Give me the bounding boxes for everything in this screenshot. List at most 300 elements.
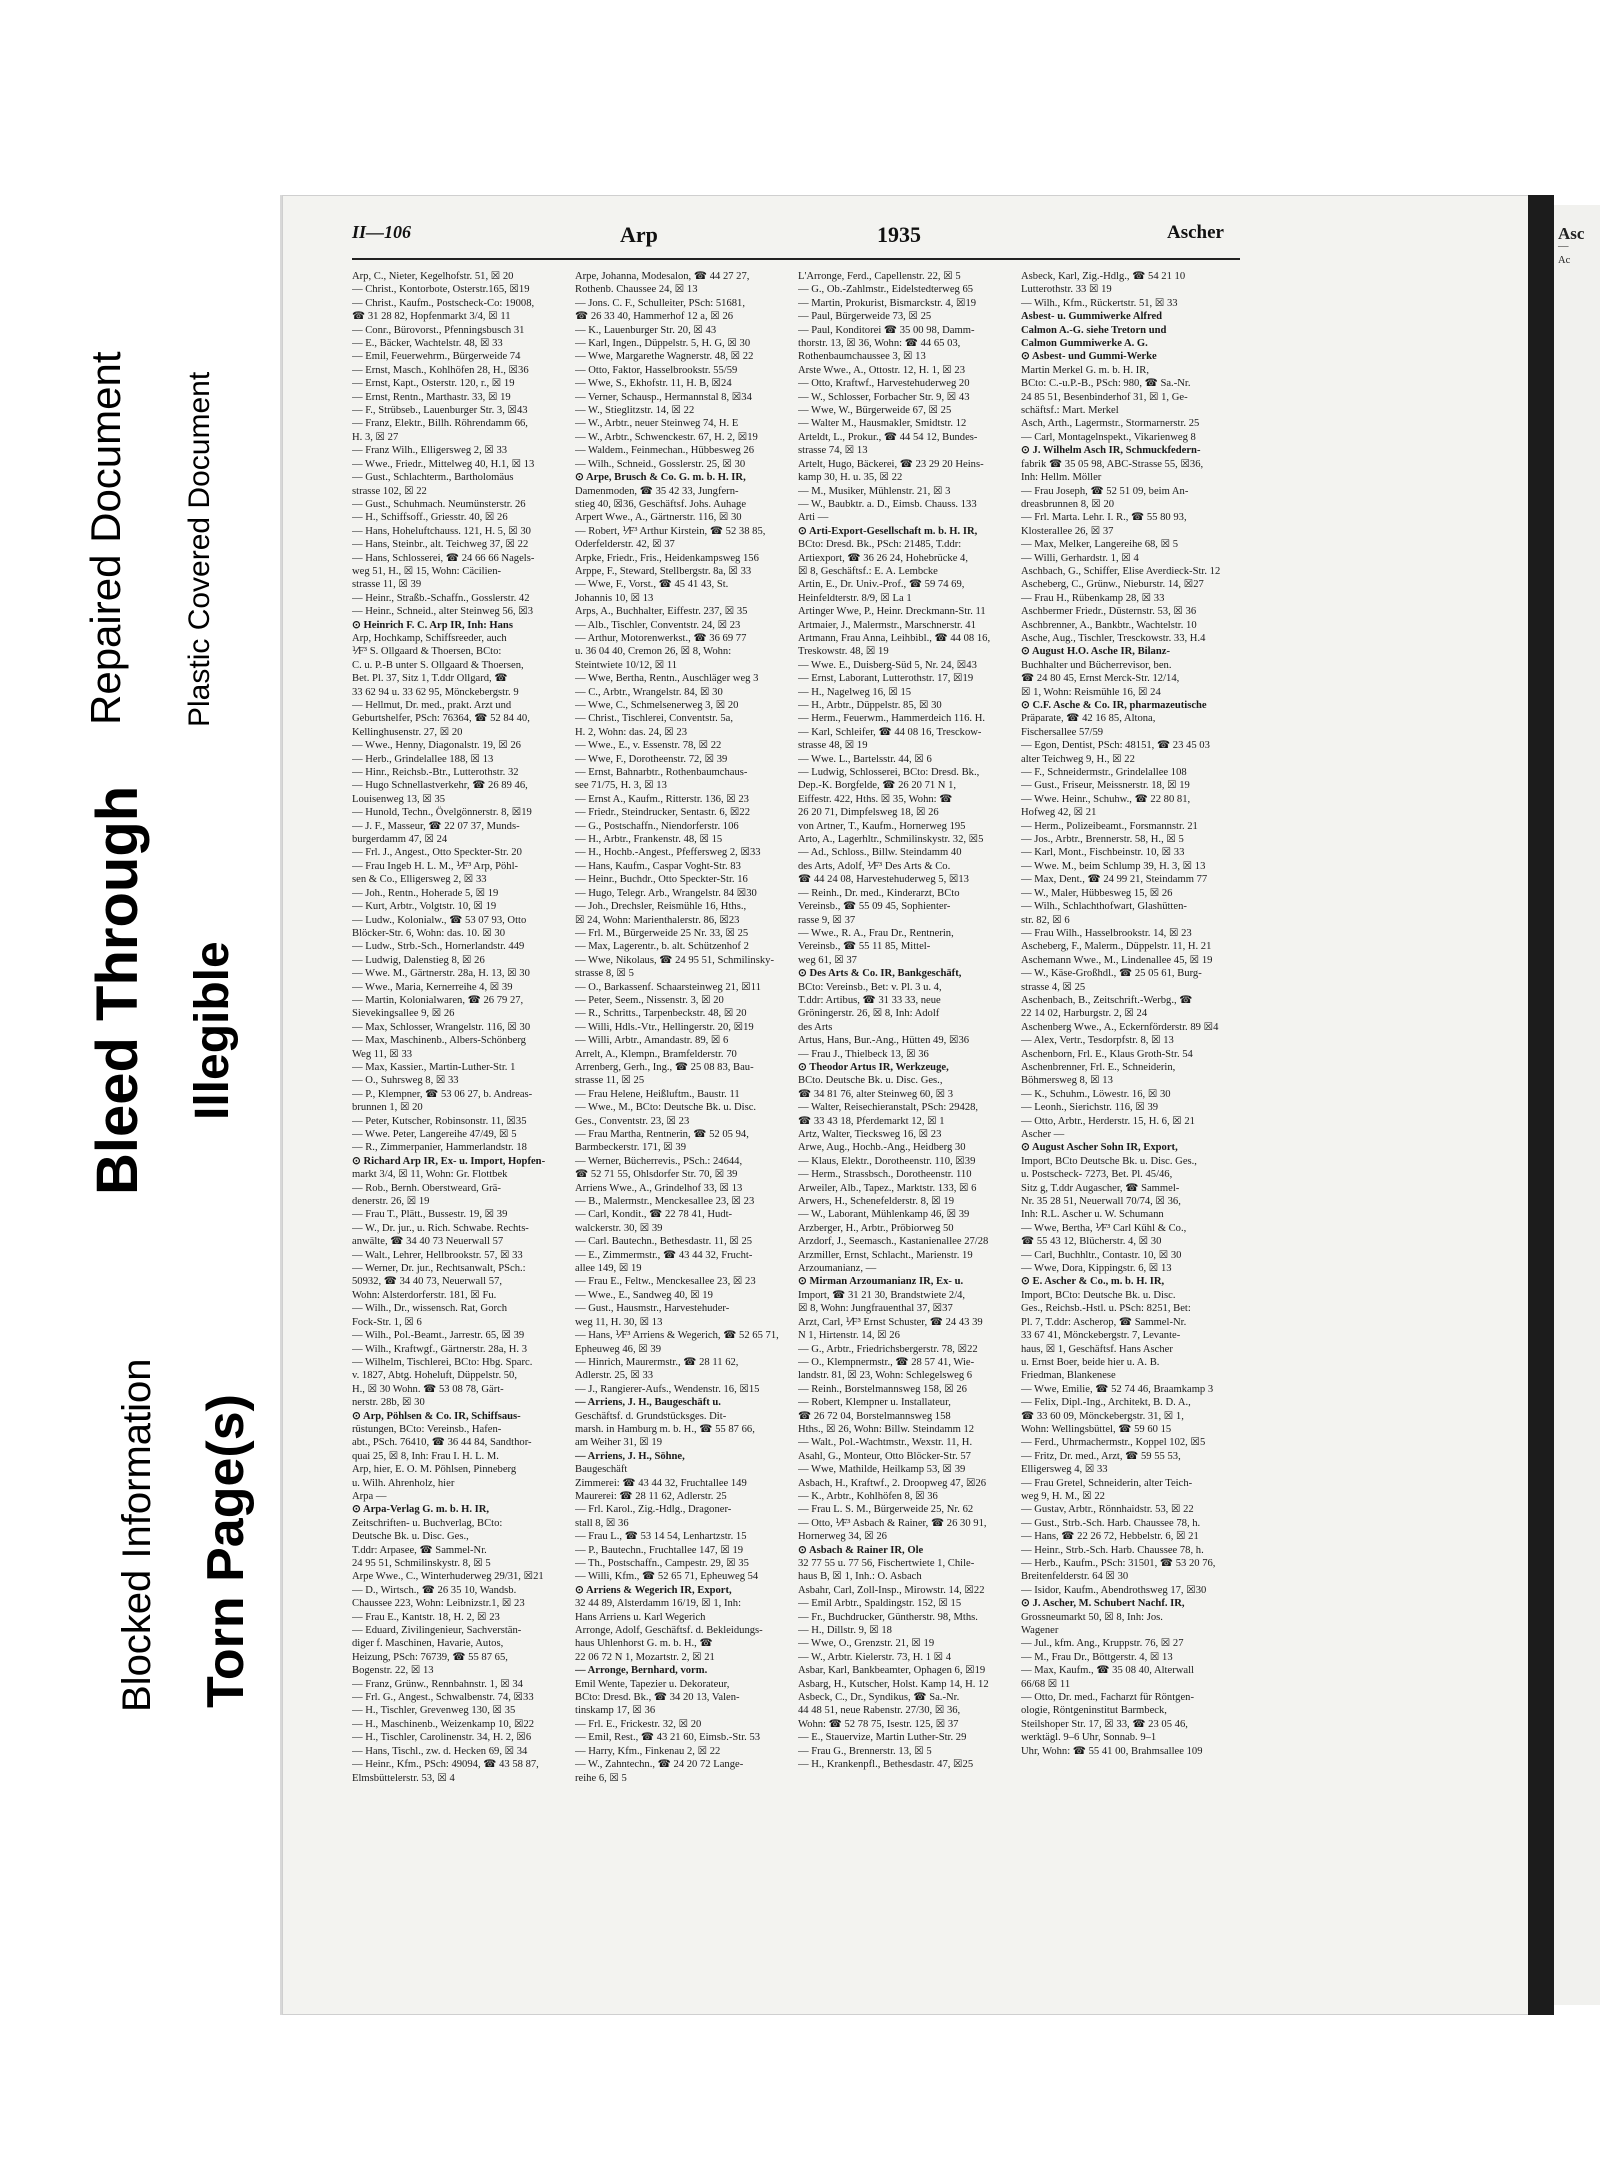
directory-entry-line: — Wwe, Bertha, ⅟F³ Carl Kühl & Co.,: [1021, 1222, 1187, 1234]
directory-entry-line: — Emil Arbtr., Spaldingstr. 152, ☒ 15: [798, 1598, 962, 1610]
directory-entry-line: — Arthur, Motorenwerkst., ☎ 36 69 77: [575, 632, 747, 644]
directory-entry-line: — Alex, Vertr., Tesdorpfstr. 8, ☒ 13: [1021, 1035, 1174, 1047]
next-page-line: Ac: [1558, 254, 1571, 266]
directory-entry-line: reihe 6, ☒ 5: [575, 1772, 627, 1784]
directory-entry-line: Artin, E., Dr. Univ.-Prof., ☎ 59 74 69,: [798, 579, 965, 591]
directory-entry-line: — M., Frau Dr., Böttgerstr. 4, ☒ 13: [1021, 1651, 1173, 1663]
directory-entry-line: Aschbrenner, A., Bankbtr., Wachtelstr. 10: [1021, 619, 1197, 631]
directory-entry-line: — Hunold, Techn., Övelgönnerstr. 8, ☒19: [352, 807, 532, 819]
directory-entry-line: Asbeck, Karl, Zig.-Hdlg., ☎ 54 21 10: [1021, 271, 1186, 282]
directory-entry-line: ⊙ Des Arts & Co. IR, Bankgeschäft,: [798, 968, 962, 980]
next-page-text: [1558, 205, 1584, 267]
directory-entry-line: 22 14 02, Harburgstr. 2, ☒ 24: [1021, 1008, 1148, 1020]
directory-entry-line: — Otto, Faktor, Hasselbrookstr. 55/59: [575, 364, 738, 376]
directory-entry-line: — Frau Martha, Rentnerin, ☎ 52 05 94,: [575, 1129, 749, 1140]
directory-entry-line: — Jons. C. F., Schulleiter, PSch: 51681,: [575, 297, 746, 309]
directory-entry-line: Baugeschäft: [575, 1464, 628, 1476]
directory-entry-line: des Arts: [798, 1021, 833, 1033]
directory-entry-line: — Wilh., Kraftwgf., Gärtnerstr. 28a, H. 3: [352, 1343, 528, 1355]
directory-entry-line: weg 9, H. M., ☒ 22: [1021, 1490, 1105, 1502]
directory-entry-line: — Robert, Klempner u. Installateur,: [798, 1397, 951, 1409]
directory-entry-line: Artus, Hans, Bur.-Ang., Hütten 49, ☒36: [798, 1035, 970, 1047]
directory-entry-line: — H., Dillstr. 9, ☒ 18: [798, 1625, 892, 1637]
directory-entry-line: — Wwe., Friedr., Mittelweg 40, H.1, ☒ 13: [352, 458, 535, 470]
directory-entry-line: — Wwe. M., Gärtnerstr. 28a, H. 13, ☒ 30: [352, 968, 530, 980]
directory-entry-line: — Frau G., Brennerstr. 13, ☒ 5: [798, 1745, 932, 1757]
directory-entry-line: ⊙ J. Ascher, M. Schubert Nachf. IR,: [1021, 1598, 1185, 1610]
directory-entry-line: — Reinh., Borstelmannsweg 158, ☒ 26: [798, 1383, 967, 1395]
directory-entry-line: — Frl. Marta. Lehr. I. R., ☎ 55 80 93,: [1021, 512, 1187, 524]
directory-entry-line: Weg 11, ☒ 33: [352, 1048, 413, 1060]
directory-entry-line: — W., Käse-Großhdl., ☎ 25 05 61, Burg-: [1021, 968, 1202, 980]
directory-entry-line: — Otto, ⅟F³ Asbach & Rainer, ☎ 26 30 91,: [798, 1517, 987, 1529]
directory-entry-line: Vereinsb., ☎ 55 09 45, Sophienter-: [798, 901, 951, 913]
directory-entry-line: Eiffestr. 422, Hths. ☒ 35, Wohn: ☎: [798, 793, 953, 805]
directory-entry-line: Nr. 35 28 51, Neuerwall 70/74, ☒ 36,: [1021, 1196, 1181, 1208]
directory-entry-line: kamp 30, H. u. 35, ☒ 22: [798, 472, 903, 484]
directory-entry-line: — Wwe, C., Schmelsenerweg 3, ☒ 20: [575, 700, 739, 711]
directory-entry-line: Aschbermer Friedr., Düsternstr. 53, ☒ 36: [1021, 606, 1197, 618]
directory-entry-line: — Hinrich, Maurermstr., ☎ 28 11 62,: [575, 1356, 739, 1368]
directory-entry-line: — Max, Lagerentr., b. alt. Schützenhof 2: [575, 941, 749, 953]
directory-entry-line: — Wwe, Nikolaus, ☎ 24 95 51, Schmilinsky-: [575, 954, 774, 966]
directory-entry-line: ☎ 55 43 12, Blücherstr. 4, ☒ 30: [1021, 1236, 1162, 1248]
directory-entry-line: Artinger Wwe, P., Heinr. Dreckmann-Str. 11: [798, 606, 986, 618]
directory-entry-line: ⊙ August Ascher Sohn IR, Export,: [1021, 1142, 1178, 1154]
directory-entry-line: — Gust., Strb.-Sch. Harb. Chaussee 78, h.: [1021, 1517, 1201, 1529]
label-bleed-through: Bleed Through: [85, 785, 150, 1195]
directory-entry-line: von Artner, T., Kaufm., Hornerweg 195: [798, 820, 966, 832]
directory-entry-line: BCto: Dresd. Bk., PSch: 21485, T.ddr:: [798, 539, 962, 551]
directory-entry-line: 32 77 55 u. 77 56, Fischertwiete 1, Chile-: [798, 1558, 975, 1569]
directory-entry-line: Arpke, Friedr., Fris., Heidenkampsweg 156: [575, 552, 759, 564]
directory-entry-line: Buchhalter und Bücherrevisor, ben.: [1021, 659, 1172, 671]
directory-entry-line: Arp, Hochkamp, Schiffsreeder, auch: [352, 632, 507, 644]
column-1: [352, 270, 565, 1970]
directory-entry-line: Ascheberg, C., Grünw., Nieburstr. 14, ☒27: [1021, 579, 1204, 591]
directory-entry-line: — Frl. M., Bürgerweide 25 Nr. 33, ☒ 25: [575, 927, 749, 939]
directory-entry-line: — Frau Joseph, ☎ 52 51 09, beim An-: [1021, 485, 1189, 497]
directory-entry-line: Fock-Str. 1, ☒ 6: [352, 1316, 422, 1328]
directory-entry-line: diger f. Maschinen, Havarie, Autos,: [352, 1638, 504, 1650]
directory-entry-line: — R., Schritts., Tarpenbeckstr. 48, ☒ 20: [575, 1008, 747, 1020]
directory-entry-line: — Heinr., Schneid., alter Steinweg 56, ☒3: [352, 606, 534, 618]
directory-entry-line: — Waldem., Feinmechan., Hübbesweg 26: [575, 445, 755, 457]
directory-entry-line: — Wwe, Mathilde, Heilkamp 53, ☒ 39: [798, 1464, 966, 1476]
directory-entry-line: u. Ernst Boer, beide hier u. A. B.: [1021, 1356, 1160, 1368]
directory-entry-line: — Hinr., Reichsb.-Btr., Lutterothstr. 32: [352, 767, 519, 779]
directory-entry-line: — W., Maler, Hübbesweg 15, ☒ 26: [1021, 887, 1173, 899]
directory-entry-line: weg 51, H., ☒ 15, Wohn: Cäcilien-: [352, 565, 502, 577]
directory-entry-line: 24 85 51, Besenbinderhof 31, ☒ 1, Ge-: [1021, 391, 1188, 403]
directory-entry-line: 50932, ☎ 34 40 73, Neuerwall 57,: [352, 1276, 503, 1288]
directory-entry-line: Asbar, Karl, Bankbeamter, Ophagen 6, ☒19: [798, 1665, 986, 1677]
directory-entry-line: quai 25, ☒ 8, Inh: Frau I. H. L. M.: [352, 1450, 499, 1462]
directory-entry-line: Ges., Reichsb.-Hstl. u. PSch: 8251, Bet:: [1021, 1303, 1191, 1315]
directory-entry-line: — Carl, Montagelnspekt., Vikarienweg 8: [1021, 431, 1196, 443]
directory-entry-line: 26 20 71, Dimpfelsweg 18, ☒ 26: [798, 807, 939, 819]
directory-entry-line: — W., Dr. jur., u. Rich. Schwabe. Rechts-: [352, 1222, 529, 1234]
directory-entry-line: 44 48 51, neue Rabenstr. 27/30, ☒ 36,: [798, 1705, 961, 1717]
directory-entry-line: — Gustav, Arbtr., Rönnhaidstr. 53, ☒ 22: [1021, 1504, 1194, 1516]
directory-entry-line: Hans Arriens u. Karl Wegerich: [575, 1611, 706, 1623]
directory-entry-line: anwälte, ☎ 34 40 73 Neuerwall 57: [352, 1236, 504, 1248]
directory-entry-line: Heizung, PSch: 76739, ☎ 55 87 65,: [352, 1651, 508, 1663]
directory-entry-line: — Max, Maschinenb., Albers-Schönberg: [352, 1035, 526, 1047]
directory-entry-line: — Frl. E., Frickestr. 32, ☒ 20: [575, 1718, 702, 1730]
directory-entry-line: — F., Schneidermstr., Grindelallee 108: [1021, 767, 1187, 779]
directory-entry-line: L'Arronge, Ferd., Capellenstr. 22, ☒ 5: [798, 271, 961, 282]
directory-entry-line: ⊙ J. Wilhelm Asch IR, Schmuckfedern-: [1021, 445, 1201, 457]
directory-entry-line: — H., Arbtr., Düppelstr. 85, ☒ 30: [798, 700, 942, 711]
directory-entry-line: brunnen 1, ☒ 20: [352, 1102, 423, 1114]
directory-entry-line: — Wwe., M., BCto: Deutsche Bk. u. Disc.: [575, 1102, 757, 1114]
directory-entry-line: — H., Arbtr., Frankenstr. 48, ☒ 15: [575, 834, 723, 846]
directory-entry-line: — Egon, Dentist, PSch: 48151, ☎ 23 45 03: [1021, 740, 1210, 752]
directory-entry-line: Wagener: [1021, 1625, 1059, 1637]
directory-entry-line: Elmsbüttelerstr. 53, ☒ 4: [352, 1772, 455, 1784]
directory-entry-line: — Eduard, Zivilingenieur, Sachverstän-: [352, 1625, 522, 1637]
directory-entry-line: alter Teichweg 9, H., ☒ 22: [1021, 753, 1135, 765]
directory-entry-line: — Wwe. Peter, Langereihe 47/49, ☒ 5: [352, 1129, 517, 1140]
directory-entry-line: Aschenbrenner, Frl. E., Schneiderin,: [1021, 1061, 1176, 1073]
next-page-line: Asc: [1558, 224, 1585, 243]
directory-entry-line: Arp, C., Nieter, Kegelhofstr. 51, ☒ 20: [352, 271, 514, 282]
directory-entry-line: — Emil, Rest., ☎ 43 21 60, Eimsb.-Str. 53: [575, 1732, 761, 1744]
directory-entry-line: Damenmoden, ☎ 35 42 33, Jungfern-: [575, 485, 739, 497]
directory-entry-line: — W., Baubktr. a. D., Eimsb. Chauss. 133: [798, 498, 977, 510]
directory-entry-line: — Franz, Elektr., Billh. Röhrendamm 66,: [352, 418, 528, 430]
directory-entry-line: — B., Malermstr., Menckesallee 23, ☒ 23: [575, 1196, 755, 1208]
label-repaired: Repaired Document: [82, 351, 129, 725]
directory-entry-line: — Alb., Tischler, Conventstr. 24, ☒ 23: [575, 619, 741, 631]
directory-entry-line: Fischersallee 57/59: [1021, 726, 1104, 738]
next-page-strip: [1554, 205, 1600, 2005]
directory-entry-line: Epheuweg 46, ☒ 39: [575, 1343, 661, 1355]
directory-entry-line: — Frau H., Rübenkamp 28, ☒ 33: [1021, 592, 1165, 604]
directory-entry-line: ☒ 8, Geschäftsf.: E. A. Lembcke: [798, 565, 938, 577]
directory-entry-line: — Hans, Schlosserei, ☎ 24 66 66 Nagels-: [352, 552, 535, 564]
directory-entry-line: Asahl, G., Monteur, Otto Blöcker-Str. 57: [798, 1450, 971, 1462]
directory-entry-line: rasse 9, ☒ 37: [798, 914, 856, 926]
directory-entry-line: Vereinsb., ☎ 55 11 85, Mittel-: [798, 941, 931, 953]
directory-entry-line: strasse 11, ☒ 39: [352, 579, 422, 591]
column-4: [1021, 270, 1234, 1970]
directory-entry-line: — Wwe, F., Dorotheenstr. 72, ☒ 39: [575, 753, 728, 765]
directory-entry-line: — Th., Postschaffn., Campestr. 29, ☒ 35: [575, 1558, 749, 1569]
directory-entry-line: — Heinr., Straßb.-Schaffn., Gosslerstr. 42: [352, 592, 530, 604]
directory-entry-line: — W., Zahntechn., ☎ 24 20 72 Lange-: [575, 1759, 744, 1771]
directory-entry-line: — Otto, Dr. med., Facharzt für Röntgen-: [1021, 1692, 1194, 1704]
directory-entry-line: 33 67 41, Mönckebergstr. 7, Levante-: [1021, 1330, 1181, 1342]
directory-entry-line: — G., Ob.-Zahlmstr., Eidelstedterweg 65: [798, 284, 974, 296]
directory-entry-line: — Werner, Dr. jur., Rechtsanwalt, PSch.:: [352, 1263, 526, 1275]
directory-entry-line: haus, ☒ 1, Geschäftsf. Hans Ascher: [1021, 1343, 1173, 1355]
directory-entry-line: — O., Barkassenf. Schaarsteinweg 21, ☒11: [575, 981, 761, 993]
directory-entry-line: schäftsf.: Mart. Merkel: [1021, 405, 1119, 417]
directory-entry-line: — Ernst, Rentn., Marthastr. 33, ☒ 19: [352, 391, 511, 403]
directory-entry-line: Arti —: [798, 512, 829, 524]
directory-entry-line: Zimmerei: ☎ 43 44 32, Fruchtallee 149: [575, 1477, 747, 1489]
directory-entry-line: str. 82, ☒ 6: [1021, 914, 1070, 926]
directory-entry-line: ⊙ Heinrich F. C. Arp IR, Inh: Hans: [352, 619, 513, 631]
directory-entry-line: Emil Wente, Tapezier u. Dekorateur,: [575, 1678, 730, 1690]
directory-entry-line: — Hans, ⅟F³ Arriens & Wegerich, ☎ 52 65 71,: [575, 1330, 779, 1342]
directory-entry-line: — W., Stieglitzstr. 14, ☒ 22: [575, 405, 695, 417]
directory-entry-line: Adlerstr. 25, ☒ 33: [575, 1370, 654, 1382]
directory-entry-line: — Gust., Schuhmach. Neumünsterstr. 26: [352, 498, 526, 510]
directory-entry-line: H. 3, ☒ 27: [352, 431, 399, 443]
directory-entry-line: werktägl. 9–6 Uhr, Sonnab. 9–1: [1021, 1732, 1157, 1744]
directory-entry-line: — Walt., Pol.-Wachtmstr., Wexstr. 11, H.: [798, 1437, 973, 1449]
directory-entry-line: ⊙ Asbest- und Gummi-Werke: [1021, 351, 1157, 363]
directory-entry-line: Arp, hier, E. O. M. Pöhlsen, Pinneberg: [352, 1464, 517, 1476]
directory-entry-line: — Frau Gretel, Schneiderin, alter Teich-: [1021, 1477, 1193, 1489]
directory-entry-line: u. Wilh. Ahrenholz, hier: [352, 1477, 455, 1489]
directory-entry-line: Import, ☎ 31 21 30, Brandstwiete 2/4,: [798, 1289, 966, 1301]
directory-entry-line: — Karl, Schleifer, ☎ 44 08 16, Tresckow-: [798, 726, 982, 738]
directory-entry-line: — E., Bäcker, Wachtelstr. 48, ☒ 33: [352, 338, 503, 350]
directory-entry-line: — J., Rangierer-Aufs., Wendenstr. 16, ☒15: [575, 1383, 760, 1395]
directory-entry-line: H. 2, Wohn: das. 24, ☒ 23: [575, 726, 688, 738]
directory-entry-line: T.ddr: Arpasee, ☎ Sammel-Nr.: [352, 1544, 487, 1556]
directory-entry-line: — Frau J., Thielbeck 13, ☒ 36: [798, 1048, 929, 1060]
directory-entry-line: Barmbeckerstr. 171, ☒ 39: [575, 1142, 686, 1154]
directory-entry-line: Sitz g, T.ddr Augascher, ☎ Sammel-: [1021, 1182, 1180, 1194]
directory-entry-line: — Wwe., Maria, Kernerreihe 4, ☒ 39: [352, 981, 513, 993]
directory-entry-line: — D., Wirtsch., ☎ 26 35 10, Wandsb.: [352, 1584, 517, 1596]
directory-entry-line: Arrelt, A., Klempn., Bramfelderstr. 70: [575, 1048, 737, 1060]
directory-entry-line: ⊙ Arpa-Verlag G. m. b. H. IR,: [352, 1504, 490, 1516]
directory-entry-line: — K., Arbtr., Kohlhöfen 8, ☒ 36: [798, 1490, 938, 1502]
directory-entry-line: — Frau T., Plätt., Bussestr. 19, ☒ 39: [352, 1209, 508, 1221]
directory-entry-line: Asch, Arth., Lagermstr., Stormarnerstr. 25: [1021, 418, 1200, 430]
directory-entry-line: u. Postscheck- 7273, Bet. Pl. 45/46,: [1021, 1169, 1173, 1181]
directory-entry-line: Klosterallee 26, ☒ 37: [1021, 525, 1114, 537]
directory-entry-line: — Max, Melker, Langereihe 68, ☒ 5: [1021, 539, 1179, 551]
directory-entry-line: ⊙ Asbach & Rainer IR, Ole: [798, 1544, 924, 1556]
directory-entry-line: — Wilh., Pol.-Beamt., Jarrestr. 65, ☒ 39: [352, 1330, 525, 1342]
directory-entry-line: — Franz Wilh., Elligersweg 2, ☒ 33: [352, 445, 508, 457]
directory-entry-line: Geschäftsf. d. Grundstücksges. Dit-: [575, 1410, 727, 1422]
directory-entry-line: T.ddr: Artibus, ☎ 31 33 33, neue: [798, 994, 941, 1006]
directory-entry-line: Artmann, Frau Anna, Leihbibl., ☎ 44 08 16,: [798, 632, 991, 644]
directory-entry-line: — Otto, Kraftwf., Harvestehuderweg 20: [798, 378, 970, 390]
directory-entry-line: Maurerei: ☎ 28 11 62, Adlerstr. 25: [575, 1490, 727, 1502]
directory-entry-line: — R., Zimmerpanier, Hammerlandstr. 18: [352, 1142, 527, 1154]
directory-entry-line: — Rob., Bernh. Oberstweard, Grä-: [352, 1182, 501, 1194]
directory-entry-line: — Willi, Kfm., ☎ 52 65 71, Epheuweg 54: [575, 1571, 759, 1583]
directory-entry-line: — Christ., Tischlerei, Conventstr. 5a,: [575, 713, 734, 725]
directory-entry-line: — Frau Ingeb H. L. M., ⅟F³ Arp, Pöhl-: [352, 860, 519, 872]
directory-entry-line: — Heinr., Kfm., PSch: 49094, ☎ 43 58 87,: [352, 1759, 539, 1771]
overlay-labels: [0, 0, 270, 2177]
directory-entry-line: Deutsche Bk. u. Disc. Ges.,: [352, 1531, 469, 1543]
directory-entry-line: Arzt, Carl, ⅟F³ Ernst Schuster, ☎ 24 43 39: [798, 1316, 983, 1328]
directory-entry-line: rüstungen, BCto: Vereinsb., Hafen-: [352, 1423, 502, 1435]
directory-entry-line: — Wwe., Henny, Diagonalstr. 19, ☒ 26: [352, 740, 521, 752]
header-year: 1935: [877, 222, 921, 247]
directory-entry-line: — H., Tischler, Carolinenstr. 34, H. 2, ☒6: [352, 1732, 532, 1744]
directory-entry-line: fabrik ☎ 35 05 98, ABC-Strasse 55, ☒36,: [1021, 458, 1204, 470]
directory-entry-line: Calmon A.-G. siehe Tretorn und: [1021, 324, 1167, 336]
directory-entry-line: Friedman, Blankenese: [1021, 1370, 1116, 1382]
label-torn: Torn Page(s): [197, 1394, 255, 1708]
directory-entry-line: 32 44 89, Alsterdamm 16/19, ☒ 1, Inh:: [575, 1598, 742, 1610]
directory-entry-line: — Max, Kaufm., ☎ 35 08 40, Alterwall: [1021, 1665, 1194, 1677]
directory-entry-line: Böhmersweg 8, ☒ 13: [1021, 1075, 1113, 1087]
directory-entry-line: — Carl, Kondit., ☎ 22 78 41, Hudt-: [575, 1209, 733, 1221]
directory-entry-line: — Max, Dent., ☎ 24 99 21, Steindamm 77: [1021, 874, 1208, 886]
directory-entry-line: — Hans, Steinbr., alt. Teichweg 37, ☒ 22: [352, 539, 529, 551]
directory-entry-line: markt 3/4, ☒ 11, Wohn: Gr. Flottbek: [352, 1169, 508, 1181]
directory-entry-line: — Wwe. L., Bartelsstr. 44, ☒ 6: [798, 753, 932, 765]
directory-entry-line: — Emil, Feuerwehrm., Bürgerweide 74: [352, 351, 521, 363]
directory-entry-line: thorstr. 13, ☒ 36, Wohn: ☎ 44 65 03,: [798, 338, 961, 350]
directory-entry-line: Rothenbaumchaussee 3, ☒ 13: [798, 351, 926, 363]
directory-entry-line: BCto: Vereinsb., Bet: v. Pl. 3 u. 4,: [798, 981, 942, 993]
directory-entry-line: — Hans, ☎ 22 26 72, Hebbelstr. 6, ☒ 21: [1021, 1531, 1199, 1543]
directory-entry-line: — Hans, Hoheluftchauss. 121, H. 5, ☒ 30: [352, 525, 531, 537]
directory-entry-line: — Ludw., Kolonialw., ☎ 53 07 93, Otto: [352, 914, 527, 926]
directory-entry-line: Bogenstr. 22, ☒ 13: [352, 1665, 434, 1677]
directory-entry-line: — Frau E., Kantstr. 18, H. 2, ☒ 23: [352, 1611, 500, 1623]
directory-entry-line: — Wilh., Schneid., Gosslerstr. 25, ☒ 30: [575, 458, 746, 470]
directory-entry-line: Asbahr, Carl, Zoll-Insp., Mirowstr. 14, ☒22: [798, 1584, 985, 1596]
directory-entry-line: — Fr., Buchdrucker, Güntherstr. 98, Mths.: [798, 1611, 978, 1623]
directory-entry-line: — Willi, Arbtr., Amandastr. 89, ☒ 6: [575, 1035, 729, 1047]
directory-entry-line: — Gust., Hausmstr., Harvestehuder-: [575, 1303, 730, 1315]
directory-entry-line: — Walt., Lehrer, Hellbrookstr. 57, ☒ 33: [352, 1249, 523, 1261]
directory-entry-line: — H., Maschinenb., Weizenkamp 10, ☒22: [352, 1718, 535, 1730]
directory-entry-line: Aschemann Wwe., M., Lindenallee 45, ☒ 19: [1021, 954, 1213, 966]
directory-entry-line: — Felix, Dipl.-Ing., Architekt, B. D. A.,: [1021, 1397, 1191, 1409]
directory-entry-line: — Ernst, Bahnarbtr., Rothenbaumchaus-: [575, 767, 748, 779]
directory-entry-line: — H., Krankenpfl., Bethesdastr. 47, ☒25: [798, 1759, 974, 1771]
directory-entry-line: — Walter, Reisechieranstalt, PSch: 29428,: [798, 1102, 979, 1114]
directory-entry-line: — Ludwig, Dalenstieg 8, ☒ 26: [352, 954, 485, 966]
directory-entry-line: — Gust., Friseur, Meissnerstr. 18, ☒ 19: [1021, 780, 1190, 792]
directory-entry-line: — W., Arbtr., Schwenckestr. 67, H. 2, ☒19: [575, 431, 758, 443]
directory-entry-line: am Weiher 31, ☒ 19: [575, 1437, 662, 1449]
directory-entry-line: — Ludw., Strb.-Sch., Hornerlandstr. 449: [352, 941, 525, 953]
directory-entry-line: Arteldt, L., Prokur., ☎ 44 54 12, Bundes-: [798, 431, 978, 443]
directory-entry-line: walckerstr. 30, ☒ 39: [575, 1222, 663, 1234]
directory-entry-line: — Gust., Schlachterm., Bartholomäus: [352, 472, 514, 484]
directory-entry-line: — Verner, Schausp., Hermannstal 8, ☒34: [575, 391, 752, 403]
directory-entry-line: — Kurt, Arbtr., Volgtstr. 10, ☒ 19: [352, 901, 497, 913]
directory-entry-line: — J. F., Masseur, ☎ 22 07 37, Munds-: [352, 820, 520, 832]
directory-entry-line: ⊙ Richard Arp IR, Ex- u. Import, Hopfen-: [352, 1155, 546, 1167]
directory-entry-line: — Harry, Kfm., Finkenau 2, ☒ 22: [575, 1745, 721, 1757]
directory-entry-line: — Franz, Grünw., Rennbahnstr. 1, ☒ 34: [352, 1678, 523, 1690]
directory-entry-line: Wohn: Wellingsbüttel, ☎ 59 60 15: [1021, 1423, 1172, 1435]
directory-entry-line: — F., Strübseb., Lauenburger Str. 3, ☒43: [352, 405, 528, 417]
directory-entry-line: Asbest- u. Gummiwerke Alfred: [1021, 311, 1163, 323]
directory-entry-line: — K., Schuhm., Löwestr. 16, ☒ 30: [1021, 1088, 1171, 1100]
directory-entry-line: — Wwe, W., Bürgerweide 67, ☒ 25: [798, 405, 952, 417]
directory-entry-line: tinskamp 17, ☒ 36: [575, 1705, 656, 1717]
directory-entry-line: — W., Schlosser, Forbacher Str. 9, ☒ 43: [798, 391, 970, 403]
directory-entry-line: — Ad., Schloss., Billw. Steindamm 40: [798, 847, 962, 859]
directory-entry-line: — O., Suhrsweg 8, ☒ 33: [352, 1075, 459, 1087]
directory-entry-line: — Frau Helene, Heißluftm., Baustr. 11: [575, 1088, 740, 1100]
directory-entry-line: ☒ 8, Wohn: Jungfrauenthal 37, ☒37: [798, 1303, 953, 1315]
directory-entry-line: ☎ 24 80 45, Ernst Merck-Str. 12/14,: [1021, 673, 1180, 685]
directory-entry-line: — Karl, Ingen., Düppelstr. 5, H. G, ☒ 30: [575, 338, 751, 350]
directory-entry-line: — H., Tischler, Grevenweg 130, ☒ 35: [352, 1705, 516, 1717]
directory-entry-line: — Arronge, Bernhard, vorm.: [575, 1665, 708, 1677]
directory-entry-line: marsh. in Hamburg m. b. H., ☎ 55 87 66,: [575, 1423, 755, 1435]
directory-entry-line: Asbeck, C., Dr., Syndikus, ☎ Sa.-Nr.: [798, 1692, 960, 1704]
directory-entry-line: — H., Schiffsoff., Griesstr. 40, ☒ 26: [352, 512, 508, 524]
directory-entry-line: — Hans, Kaufm., Caspar Voght-Str. 83: [575, 860, 741, 872]
directory-entry-line: — Christ., Kaufm., Postscheck-Co: 19008,: [352, 297, 535, 309]
directory-entry-line: Arriens Wwe., A., Grindelhof 33, ☒ 13: [575, 1182, 743, 1194]
directory-entry-line: — O., Klempnermstr., ☎ 28 57 41, Wie-: [798, 1356, 975, 1368]
directory-entry-line: — Conr., Bürovorst., Pfenningsbusch 31: [352, 324, 525, 336]
directory-entry-line: — Martin, Prokurist, Bismarckstr. 4, ☒19: [798, 297, 977, 309]
directory-entry-line: — Carl, Buchhltr., Contastr. 10, ☒ 30: [1021, 1249, 1182, 1261]
directory-entry-line: weg 11, H. 30, ☒ 13: [575, 1316, 663, 1328]
directory-entry-line: denerstr. 26, ☒ 19: [352, 1196, 430, 1208]
directory-entry-line: — M., Musiker, Mühlenstr. 21, ☒ 3: [798, 485, 951, 497]
directory-entry-line: — Friedr., Steindrucker, Sentastr. 6, ☒22: [575, 807, 751, 819]
directory-entry-line: — H., Nagelweg 16, ☒ 15: [798, 686, 912, 698]
directory-entry-line: landstr. 81, ☒ 23, Wohn: Schlegelsweg 6: [798, 1370, 973, 1382]
directory-entry-line: — P., Klempner, ☎ 53 06 27, b. Andreas-: [352, 1088, 533, 1100]
directory-entry-line: ☎ 33 60 09, Mönckebergstr. 31, ☒ 1,: [1021, 1410, 1184, 1422]
directory-entry-line: — Wilhelm, Tischlerei, BCto: Hbg. Sparc.: [352, 1356, 533, 1368]
directory-entry-line: Hofweg 42, ☒ 21: [1021, 807, 1097, 819]
directory-entry-line: strasse 74, ☒ 13: [798, 445, 868, 457]
directory-entry-line: Arpert Wwe., A., Gärtnerstr. 116, ☒ 30: [575, 512, 742, 524]
directory-entry-line: Arweiler, Alb., Tapez., Marktstr. 133, ☒ 6: [798, 1182, 977, 1194]
directory-entry-line: Arpe Wwe., C., Winterhuderweg 29/31, ☒21: [352, 1571, 544, 1583]
directory-entry-line: Arppe, F., Steward, Stellbergstr. 8a, ☒ 33: [575, 565, 752, 577]
directory-entry-line: — W., Arbtr. Kielerstr. 73, H. 1 ☒ 4: [798, 1651, 952, 1663]
directory-entry-line: allee 149, ☒ 19: [575, 1263, 642, 1275]
directory-entry-line: — Fritz, Dr. med., Arzt, ☎ 59 55 53,: [1021, 1450, 1181, 1462]
directory-entry-line: ⊙ Theodor Artus IR, Werkzeuge,: [798, 1061, 949, 1073]
directory-entry-line: ☎ 52 71 55, Ohlsdorfer Str. 70, ☒ 39: [575, 1169, 738, 1181]
directory-entry-line: Artz, Walter, Tiecksweg 16, ☒ 23: [798, 1129, 942, 1140]
directory-entry-line: ⊙ E. Ascher & Co., m. b. H. IR,: [1021, 1276, 1165, 1288]
directory-entry-line: — Wilh., Kfm., Rückertstr. 51, ☒ 33: [1021, 297, 1178, 309]
directory-entry-line: — Wwe. E., Duisberg-Süd 5, Nr. 24, ☒43: [798, 659, 977, 671]
directory-entry-line: Arpe, Johanna, Modesalon, ☎ 44 27 27,: [575, 271, 750, 282]
directory-entry-line: BCto. Deutsche Bk. u. Disc. Ges.,: [798, 1075, 943, 1087]
directory-entry-line: — P., Bautechn., Fruchtallee 147, ☒ 19: [575, 1544, 744, 1556]
directory-entry-line: Uhr, Wohn: ☎ 55 41 00, Brahmsallee 109: [1021, 1745, 1203, 1757]
directory-entry-line: ⊙ Arriens & Wegerich IR, Export,: [575, 1584, 732, 1596]
directory-entry-line: Gröningerstr. 26, ☒ 8, Inh: Adolf: [798, 1008, 940, 1020]
page-number: II—106: [352, 222, 412, 242]
directory-entry-line: — Wwe, S., Ekhofstr. 11, H. B, ☒24: [575, 378, 732, 390]
directory-entry-line: — Martin, Kolonialwaren, ☎ 26 79 27,: [352, 994, 524, 1006]
directory-entry-line: 24 95 51, Schmilinskystr. 8, ☒ 5: [352, 1558, 491, 1569]
directory-entry-line: Wohn: Alsterdorferstr. 181, ☒ Fu.: [352, 1289, 497, 1301]
directory-entry-line: Steilshoper Str. 17, ☒ 33, ☎ 23 05 46,: [1021, 1718, 1188, 1730]
directory-entry-line: — Paul, Konditorei ☎ 35 00 98, Damm-: [798, 324, 975, 336]
directory-entry-line: Inh: R.L. Ascher u. W. Schumann: [1021, 1209, 1164, 1221]
directory-entry-line: Arps, A., Buchhalter, Eiffestr. 237, ☒ 35: [575, 606, 748, 618]
directory-entry-line: — Joh., Rentn., Hoherade 5, ☒ 19: [352, 887, 499, 899]
directory-entry-line: — Wilh., Dr., wissensch. Rat, Gorch: [352, 1303, 508, 1315]
directory-entry-line: — H., Hochb.-Angest., Pfeffersweg 2, ☒33: [575, 847, 761, 859]
directory-entry-line: Geburtshelfer, PSch: 76364, ☎ 52 84 40,: [352, 713, 530, 725]
directory-entry-line: Aschenborn, Frl. E., Klaus Groth-Str. 54: [1021, 1048, 1193, 1060]
